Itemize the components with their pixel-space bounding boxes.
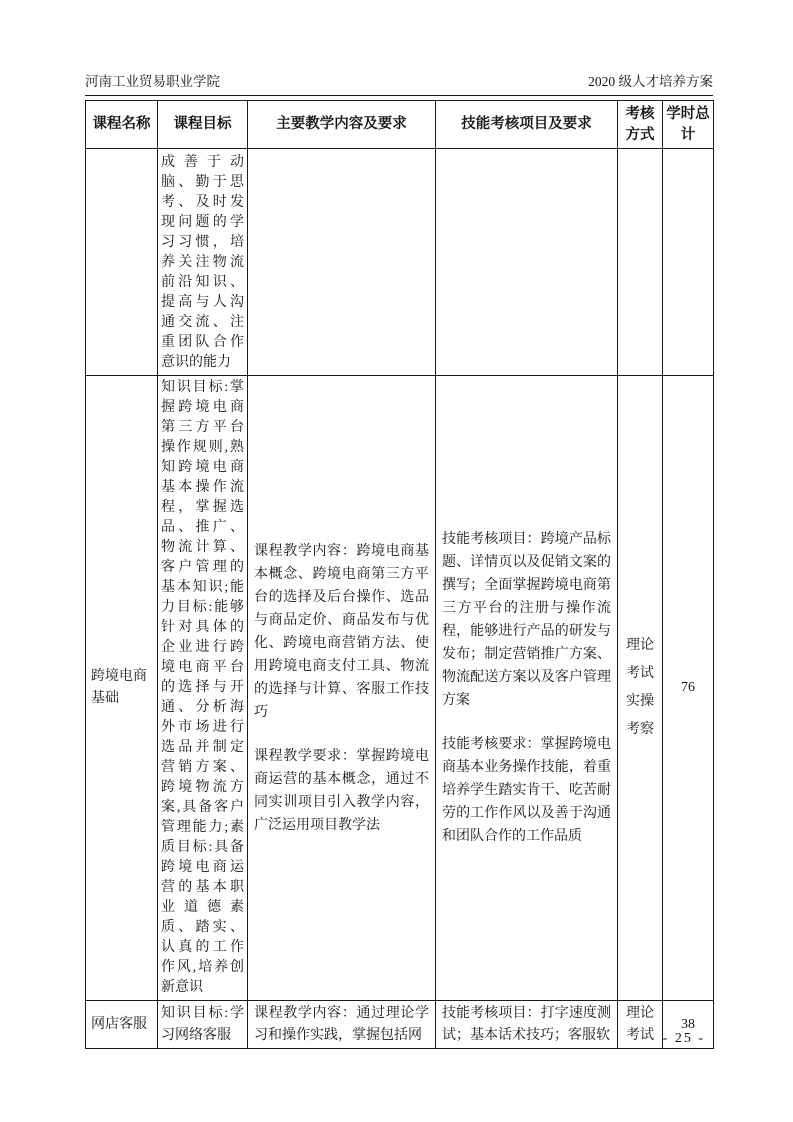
doc-title: 2020 级人才培养方案 — [588, 74, 713, 89]
header-teaching-content: 主要教学内容及要求 — [248, 101, 436, 149]
header-assessment-method: 考核方式 — [618, 101, 663, 149]
assessment-method-cell — [618, 149, 663, 376]
skill-assessment-cell — [436, 149, 618, 376]
course-objectives-cell: 知识目标:学习网络客服 — [158, 1001, 248, 1049]
course-name-cell — [86, 149, 158, 376]
teaching-requirements-paragraph: 课程教学要求：掌握跨境电商运营的基本概念，通过不同实训项目引入教学内容，广泛运用项目教学法 — [254, 748, 429, 833]
teaching-content-cell — [248, 376, 436, 1001]
skill-assessment-cell: 技能考核项目：打字速度测试；基本话术技巧；客服软 — [436, 1001, 618, 1049]
table-header-row — [86, 101, 714, 149]
skill-assessment-requirements-paragraph: 技能考核要求：掌握跨境电商基本业务操作技能，着重培养学生踏实肯干、吃苦耐劳的工作作风以及善于沟通和团队合作的工作品质 — [442, 737, 611, 844]
header-course-name: 课程名称 — [86, 101, 158, 149]
course-objectives-cell: 知识目标:掌握跨境电商第三方平台操作规则,熟知跨境电商基本操作流程，掌握选品、推广、物流计算、客户管理的基本知识;能力目标:能够针对具体的企业进行跨境电商平台的选择与开通、分析海外市场进行选品并制定营销方案、跨境物流方案,具备客户管理能力;素质目标:具备跨境电商运营的基本职业道德素质、踏实、认真的工作作风,培养创新意识 — [158, 376, 248, 1001]
total-hours-cell — [663, 149, 714, 376]
assessment-method-cell: 理论考试 — [618, 1001, 663, 1049]
teaching-content-cell: 课程教学内容：通过理论学习和操作实践，掌握包括网 — [248, 1001, 436, 1049]
page-header — [85, 70, 713, 96]
teaching-content-paragraph: 课程教学内容：跨境电商基本概念、跨境电商第三方平台的选择及后台操作、选品与商品定价、商品发布与优化、跨境电商营销方法、使用跨境电商支付工具、物流的选择与计算、客服工作技巧 — [254, 543, 429, 720]
course-name-cell: 网店客服 — [86, 1001, 158, 1049]
page-number: - 25 - — [662, 1031, 705, 1046]
total-hours-cell: 38 — [663, 1001, 714, 1049]
header-total-hours: 学时总计 — [663, 101, 714, 149]
header-course-objectives: 课程目标 — [158, 101, 248, 149]
skill-assessment-cell — [436, 376, 618, 1001]
course-objectives-cell: 成善于动脑、勤于思考、及时发现问题的学习习惯，培养关注物流前沿知识、提高与人沟通交流、注重团队合作意识的能力 — [158, 149, 248, 376]
curriculum-table — [85, 100, 714, 1049]
school-name: 河南工业贸易职业学院 — [85, 74, 220, 89]
course-name-cell: 跨境电商基础 — [86, 376, 158, 1001]
header-skill-assessment: 技能考核项目及要求 — [436, 101, 618, 149]
teaching-content-cell — [248, 149, 436, 376]
assessment-method-cell: 理论考试实操考察 — [618, 376, 663, 1001]
skill-assessment-items-paragraph: 技能考核项目：跨境产品标题、详情页以及促销文案的撰写；全面掌握跨境电商第三方平台的注册与操作流程，能够进行产品的研发与发布；制定营销推广方案、物流配送方案以及客户管理方案 — [442, 532, 611, 708]
total-hours-cell: 76 — [663, 376, 714, 1001]
table-row-cross-border-ecommerce — [86, 376, 714, 1001]
table-row-continued — [86, 149, 714, 376]
